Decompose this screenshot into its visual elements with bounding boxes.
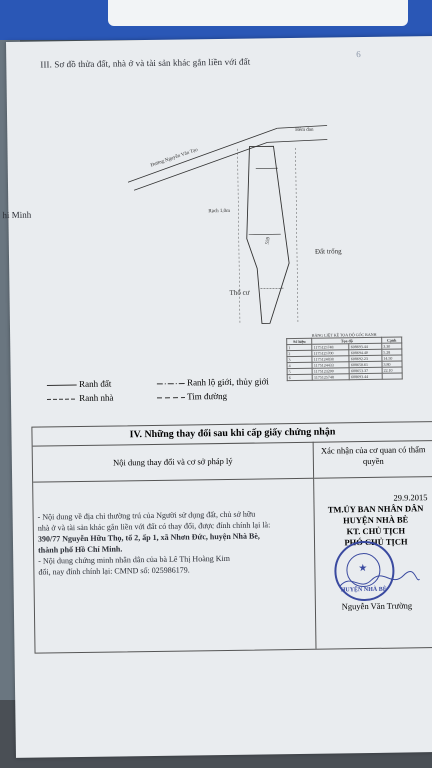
change-content [38,508,313,578]
section3-title: III. Sơ đồ thửa đất, nhà ở và tài sản khác gắn liền với đất [40,56,251,70]
column-header-content: Nội dung thay đổi và cơ sở pháp lý [33,442,313,483]
legend-ranh-dat [47,379,112,390]
land-left-label: Thổ cư [229,288,250,297]
coord-cell: 1175124433 [312,362,349,369]
coord-cell: 22.10 [382,367,402,373]
signing-date: 29.9.2015 [393,492,428,503]
map-legend [47,376,307,410]
dashdot-line-icon [157,381,185,385]
column-header-authority: Xác nhận của cơ quan có thẩm quyền [314,440,432,479]
section4-table [31,421,432,654]
coordinate-table [286,331,403,381]
coord-cell: 608653.37 [350,367,383,373]
content-line: thành phố Hồ Chí Minh. [38,544,123,555]
coord-cell: 1175125700 [312,350,349,357]
legend-label: Ranh đất [78,378,112,390]
legend-label: Ranh lộ giới, thủy giới [186,376,269,388]
coord-cell: 4 [287,362,312,368]
sign-line: TM.ỦY BAN NHÂN DÂN [327,503,424,515]
land-plot-map [127,108,342,351]
sign-line: HUYỆN NHÀ BÈ [343,514,409,526]
land-right-label: Đất trống [314,247,342,256]
signer-name: Nguyễn Văn Trường [341,600,413,612]
content-line: - Nội dung về địa chỉ thường trú của Người sử dụng đất, chủ sở hữu [37,509,256,522]
coord-cell: 608693.44 [350,373,383,379]
coord-header-coords: Tọa độ [312,337,382,344]
coord-cell: 608693.44 [349,343,382,349]
document-page [2,36,432,758]
content-line: - Nội dung chứng minh nhân dân của bà Lê Thị Hoàng Kim [38,553,230,566]
coord-cell: 6 [287,374,312,380]
coord-cell: 5 [287,368,312,374]
solid-line-icon [47,383,77,387]
legend-ranh-nha [47,393,114,404]
coord-cell: 1175124838 [312,356,349,363]
legend-label: Tim đường [186,390,228,402]
seal-text: HUYỆN NHÀ BÈ [340,586,387,594]
coord-header-edge: Cạnh [382,337,402,343]
coord-cell: 14.50 [382,355,402,361]
road-main-label: Đường Nguyễn Văn Tạo [150,147,199,169]
coord-cell: 3.30 [382,343,402,349]
coord-cell: 1175123200 [312,368,349,375]
content-line: 390/77 Nguyễn Hữu Thọ, tổ 2, ấp 1, xã Nhơn Đức, huyện Nhà Bè, [37,531,260,544]
content-line: đổi, nay đính chính lại: CMND số: 025986179. [38,565,190,577]
coord-cell [382,373,402,379]
star-icon: ★ [358,563,368,575]
legend-ranh-lo-gioi [157,376,269,388]
sign-line: KT. CHỦ TỊCH [346,525,406,537]
coord-cell: 1175125748 [312,344,349,351]
coord-cell: 2 [287,350,312,356]
coord-cell: 608694.40 [349,349,382,355]
dashed-line-icon [157,395,185,399]
plot-number: 559 [265,236,272,245]
plot-sketch [127,108,330,351]
coord-header-id: Số hiệu [287,338,312,344]
legend-tim-duong [157,391,227,402]
sign-line: PHÓ CHỦ TỊCH [344,536,408,548]
coord-cell: 3.80 [382,361,402,367]
coord-cell: 3 [287,356,312,362]
left-cut-text: hi Minh [2,209,32,221]
coord-cell: 1 [287,344,312,350]
coord-cell: 608650.61 [349,361,382,367]
legend-label: Ranh nhà [79,392,114,404]
coordinate-table-caption: BẢNG LIỆT KÊ TỌA ĐỘ GÓC RANH [311,331,377,338]
content-line: nhà ở và tài sản khác gắn liền với đất có thay đổi, được đính chính lại là: [37,520,271,533]
coord-cell: 5.28 [382,349,402,355]
coord-cell: 1175125748 [312,374,349,381]
section4-title: IV. Những thay đổi sau khi cấp giấy chứng nhận [32,422,432,447]
corner-mark: 6 [356,49,361,60]
dashed-line-icon [47,397,77,401]
alley-label: Rạch 1,0m [208,208,231,215]
official-seal [334,541,395,602]
coord-cell: 608692.23 [349,355,382,361]
road-branch-label: Hẻm đan [295,127,314,133]
background-device [108,0,408,26]
